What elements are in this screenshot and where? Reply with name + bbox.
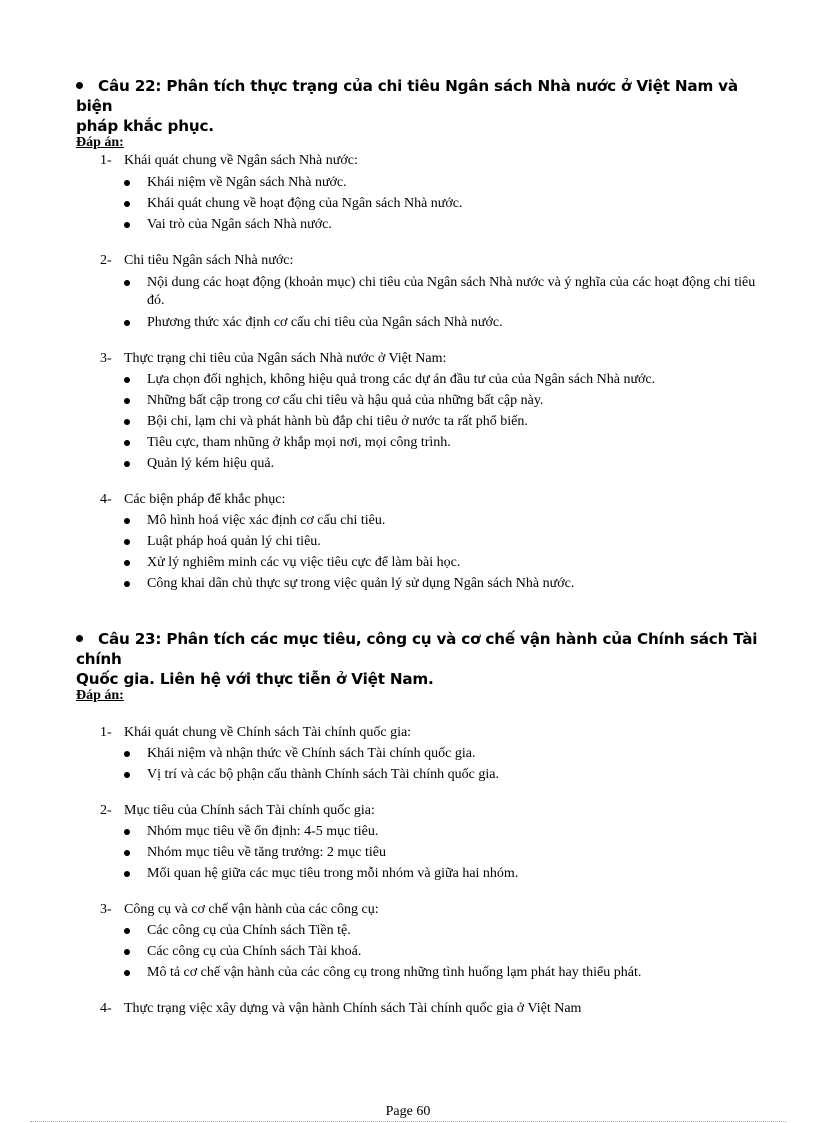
bullet-icon [124, 440, 130, 446]
list-item: Khái niệm về Ngân sách Nhà nước. [124, 174, 764, 192]
section-4: 4- Thực trạng việc xây dựng và vận hành Chính sách Tài chính quốc gia ở Việt Nam [100, 1001, 582, 1016]
list-item: Nội dung các hoạt động (khoản mục) chi tiêu của Ngân sách Nhà nước và ý nghĩa của các hoạt động chi tiêu đó. [124, 274, 764, 310]
section-3: 3- Thực trạng chi tiêu của Ngân sách Nhà nước ở Việt Nam: [100, 351, 447, 366]
bullet-icon [124, 377, 130, 383]
list-item: Vị trí và các bộ phận cấu thành Chính sách Tài chính quốc gia. [124, 766, 764, 784]
bullet-icon [124, 461, 130, 467]
list-item: Công khai dân chủ thực sự trong việc quản lý sử dụng Ngân sách Nhà nước. [124, 575, 764, 593]
page-number: Page 60 [385, 1104, 431, 1119]
bullet-icon [124, 560, 130, 566]
bullet-icon [124, 280, 130, 286]
list-item: Lựa chọn đối nghịch, không hiệu quả trong các dự án đầu tư của của Ngân sách Nhà nước. [124, 371, 764, 389]
list-item: Khái niệm và nhận thức về Chính sách Tài chính quốc gia. [124, 745, 764, 763]
bullet-icon [124, 751, 130, 757]
bullet-icon [124, 850, 130, 856]
list-item: Luật pháp hoá quản lý chi tiêu. [124, 533, 764, 551]
list-item: Xử lý nghiêm minh các vụ việc tiêu cực để làm bài học. [124, 554, 764, 572]
list-item: Bội chi, lạm chi và phát hành bù đắp chi tiêu ở nước ta rất phổ biến. [124, 413, 764, 431]
section-1: 1- Khái quát chung về Chính sách Tài chính quốc gia: [100, 725, 412, 740]
list-item: Phương thức xác định cơ cấu chi tiêu của Ngân sách Nhà nước. [124, 314, 764, 332]
bullet-icon [124, 398, 130, 404]
bullet-icon [124, 871, 130, 877]
bullet-icon [124, 581, 130, 587]
list-item: Những bất cập trong cơ cấu chi tiêu và hậu quả của những bất cập này. [124, 392, 764, 410]
list-item: Mô tả cơ chế vận hành của các công cụ trong những tình huống lạm phát hay thiểu phát. [124, 964, 764, 982]
bullet-icon [124, 222, 130, 228]
question-22-heading: Câu 22: Phân tích thực trạng của chi tiêu Ngân sách Nhà nước ở Việt Nam và biện pháp khắc phục. [76, 77, 738, 135]
list-item: Quản lý kém hiệu quả. [124, 455, 764, 473]
list-item: Mô hình hoá việc xác định cơ cấu chi tiêu. [124, 512, 764, 530]
bullet-icon [76, 82, 83, 89]
list-item: Tiêu cực, tham nhũng ở khắp mọi nơi, mọi công trình. [124, 434, 764, 452]
section-2: 2- Chi tiêu Ngân sách Nhà nước: [100, 253, 294, 268]
bullet-icon [124, 928, 130, 934]
bullet-icon [124, 201, 130, 207]
list-item: Vai trò của Ngân sách Nhà nước. [124, 216, 764, 234]
list-item: Các công cụ của Chính sách Tiền tệ. [124, 922, 764, 940]
list-item: Nhóm mục tiêu về ổn định: 4-5 mục tiêu. [124, 823, 764, 841]
answer-label: Đáp án: [76, 135, 124, 150]
bullet-icon [124, 419, 130, 425]
section-3: 3- Công cụ và cơ chế vận hành của các công cụ: [100, 902, 379, 917]
list-item: Các công cụ của Chính sách Tài khoá. [124, 943, 764, 961]
section-4: 4- Các biện pháp để khắc phục: [100, 492, 286, 507]
bullet-icon [124, 970, 130, 976]
section-2: 2- Mục tiêu của Chính sách Tài chính quốc gia: [100, 803, 375, 818]
list-item: Mối quan hệ giữa các mục tiêu trong mỗi nhóm và giữa hai nhóm. [124, 865, 764, 883]
section-1: 1- Khái quát chung về Ngân sách Nhà nước: [100, 153, 358, 168]
list-item: Nhóm mục tiêu về tăng trưởng: 2 mục tiêu [124, 844, 764, 862]
question-23-heading: Câu 23: Phân tích các mục tiêu, công cụ và cơ chế vận hành của Chính sách Tài chính Quốc gia. Liên hệ với thực tiễn ở Việt Nam. [76, 630, 758, 688]
answer-label: Đáp án: [76, 688, 124, 703]
footer-divider [30, 1121, 786, 1122]
bullet-icon [76, 635, 83, 642]
bullet-icon [124, 539, 130, 545]
bullet-icon [124, 180, 130, 186]
bullet-icon [124, 518, 130, 524]
bullet-icon [124, 829, 130, 835]
bullet-icon [124, 949, 130, 955]
bullet-icon [124, 772, 130, 778]
bullet-icon [124, 320, 130, 326]
list-item: Khái quát chung về hoạt động của Ngân sách Nhà nước. [124, 195, 764, 213]
